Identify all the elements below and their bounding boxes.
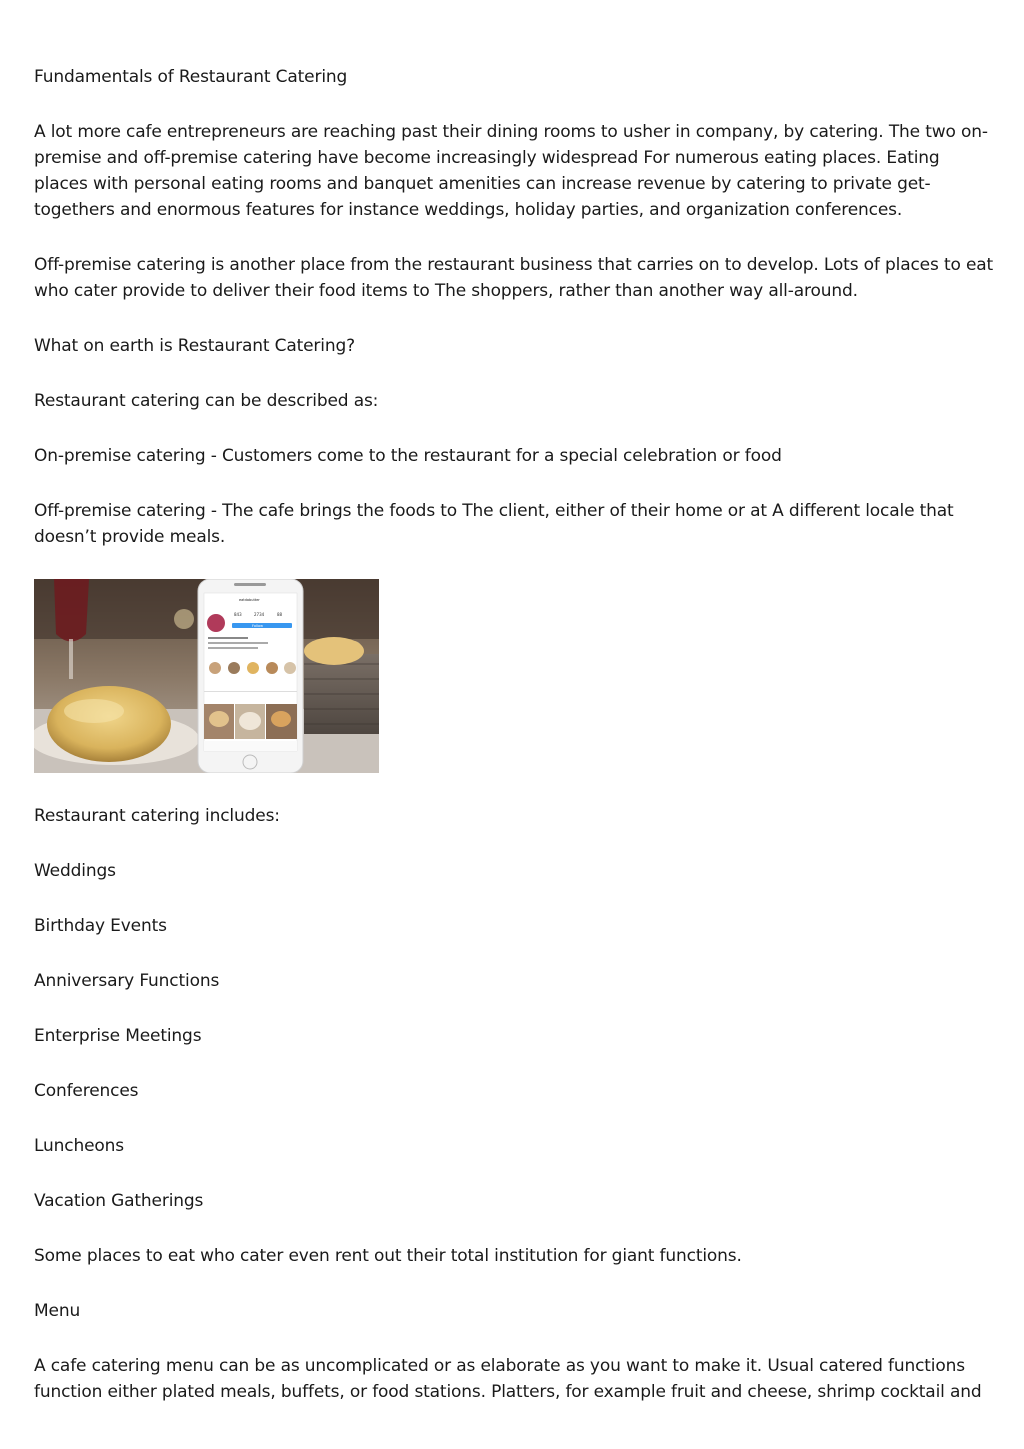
list-item: Enterprise Meetings xyxy=(34,1026,202,1046)
document-body xyxy=(34,64,994,1434)
catering-photo-illustration xyxy=(34,579,379,773)
phone-username: eatdabutter xyxy=(239,598,260,602)
phone-stat-2: 2734 xyxy=(254,612,265,617)
list-item: Anniversary Functions xyxy=(34,971,220,991)
heading-menu: Menu xyxy=(34,1301,81,1321)
list-item: Vacation Gatherings xyxy=(34,1191,204,1211)
paragraph-off-premise-definition: Off-premise catering - The cafe brings the foods to The client, either of their home or at A different locale that doesn’t provide meals. xyxy=(34,501,954,547)
paragraph-intro: A lot more cafe entrepreneurs are reaching past their dining rooms to usher in company, by catering. The two on-premise and off-premise catering have become increasingly widespread For numerous eating places. Eating places with personal eating rooms and banquet amenities can increase revenue by catering to private get-togethers and enormous features for instance weddings, holiday parties, and organization conferences. xyxy=(34,122,988,220)
phone-follow-label: Follow xyxy=(252,624,263,628)
list-item: Luncheons xyxy=(34,1136,124,1156)
list-item: Birthday Events xyxy=(34,916,167,936)
document-title: Fundamentals of Restaurant Catering xyxy=(34,67,348,87)
phone-stat-3: 88 xyxy=(277,612,283,617)
heading-what-is-catering: What on earth is Restaurant Catering? xyxy=(34,336,355,356)
paragraph-menu: A cafe catering menu can be as uncomplicated or as elaborate as you want to make it. Usual catered functions function either plated meals, buffets, or food stations. Platters, for example fruit and cheese, shrimp cocktail and xyxy=(34,1356,982,1402)
list-item: Conferences xyxy=(34,1081,139,1101)
paragraph-off-premise: Off-premise catering is another place from the restaurant business that carries on to develop. Lots of places to eat who cater provide to deliver their food items to The shoppers, rather than another way all-around. xyxy=(34,255,994,301)
paragraph-rent-out: Some places to eat who cater even rent out their total institution for giant functions. xyxy=(34,1246,742,1266)
phone-stat-1: 843 xyxy=(234,612,242,617)
list-item: Weddings xyxy=(34,861,116,881)
paragraph-definition-intro: Restaurant catering can be described as: xyxy=(34,391,379,411)
paragraph-includes-intro: Restaurant catering includes: xyxy=(34,806,280,826)
paragraph-on-premise-definition: On-premise catering - Customers come to the restaurant for a special celebration or food xyxy=(34,446,782,466)
catering-photo xyxy=(34,579,379,773)
